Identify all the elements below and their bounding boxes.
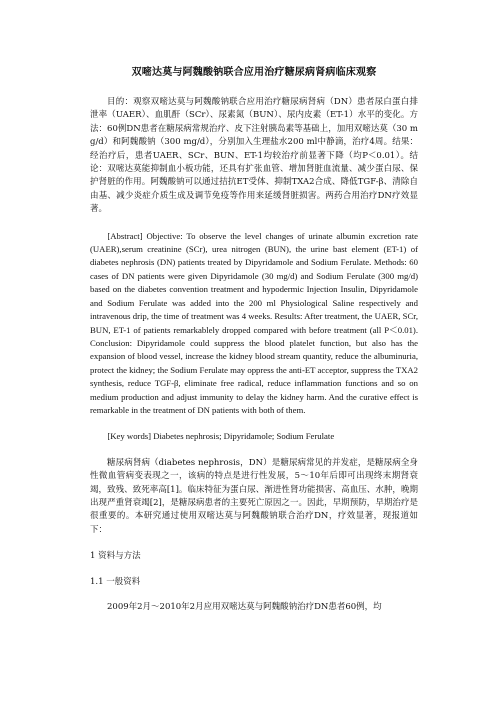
- document-content: [90, 66, 418, 614]
- section-heading-materials-methods: 1 资料与方法: [90, 551, 141, 562]
- keywords: [Key words] Diabetes nephrosis; Dipyridamole; Sodium Ferulate: [107, 431, 335, 442]
- general-info-paragraph: 2009年2月～2010年2月应用双嘧达莫与阿魏酸钠治疗DN患者60例，均: [107, 602, 382, 612]
- abstract-chinese: 目的：观察双嘧达莫与阿魏酸钠联合应用治疗糖尿病肾病（DN）患者尿白蛋白排泄率（UAER）、血肌酐（SCr）、尿素氮（BUN）、尿内皮素（ET-1）水平的变化。方法：60例DN患者在糖尿病常规治疗、皮下注射胰岛素等基础上，加用双嘧达莫（30 mg/d）和阿魏酸钠（300 mg/d），分别加入生理盐水200 ml中静滴，治疗4周。结果：经治疗后，患者UAER、SCr、BUN、ET-1均较治疗前显著下降（均P＜0.01）。结论：双嘧达莫能抑制血小板功能，还具有扩张血管、增加肾脏血流量、减少蛋白尿、保护肾脏的作用。阿魏酸钠可以通过拮抗ET受体、抑制TXA2合成、降低TGF-β、清除自由基、减少炎症介质生成及调节免疫等作用来延缓肾脏损害。两药合用治疗DN疗效显著。: [90, 97, 418, 215]
- introduction-paragraph: 糖尿病肾病（diabetes nephrosis，DN）是糖尿病常见的并发症，是糖尿病全身性微血管病变表现之一，该病的特点是进行性发展，5～10年后即可出现终末期肾衰竭，致残、致死率高[1]。临床特征为蛋白尿、渐进性肾功能损害、高血压、水肿，晚期出现严重肾衰竭[2]，是糖尿病患者的主要死亡原因之一。因此，早期预防，早期治疗是很重要的。本研究通过使用双嘧达莫与阿魏酸钠联合治疗DN，疗效显著，现报道如下：: [90, 457, 418, 535]
- subsection-heading-general-info: 1.1 一般资料: [90, 576, 141, 587]
- document-title: 双嘧达莫与阿魏酸钠联合应用治疗糖尿病肾病临床观察: [131, 67, 377, 78]
- abstract-english: [Abstract] Objective: To observe the level changes of urinate albumin excretion rate (UAER),serum creatinine (SCr), urea nitrogen (BUN), the urine bast element (ET-1) of diabetes nephrosis (DN) patients treated by Dipyridamole and Sodium Ferulate. Methods: 60 cases of DN patients were given Dipyridamole (30 mg/d) and Sodium Ferulate (300 mg/d) based on the diabetes convention treatment and hypodermic Injection Insulin, Dipyridamole and Sodium Ferulate was added into the 200 ml Physiological Saline respectively and intravenous drip, the time of treatment was 4 weeks. Results: After treatment, the UAER, SCr, BUN, ET-1 of patients remarkablely dropped compared with before treatment (all P＜0.01). Conclusion: Dipyridamole could suppress the blood platelet function, but also has the expansion of blood vessel, increase the kidney blood stream quantity, reduce the albuminuria, protect the kidney; the Sodium Ferulate may oppress the anti-ET acceptor, suppress the TXA2 synthesis, reduce TGF-β, eliminate free radical, reduce inflammation functions and so on medium production and adjust immunity to delay the kidney harm. And the curative effect is remarkable in the treatment of DN patients with both of them.: [90, 230, 418, 415]
